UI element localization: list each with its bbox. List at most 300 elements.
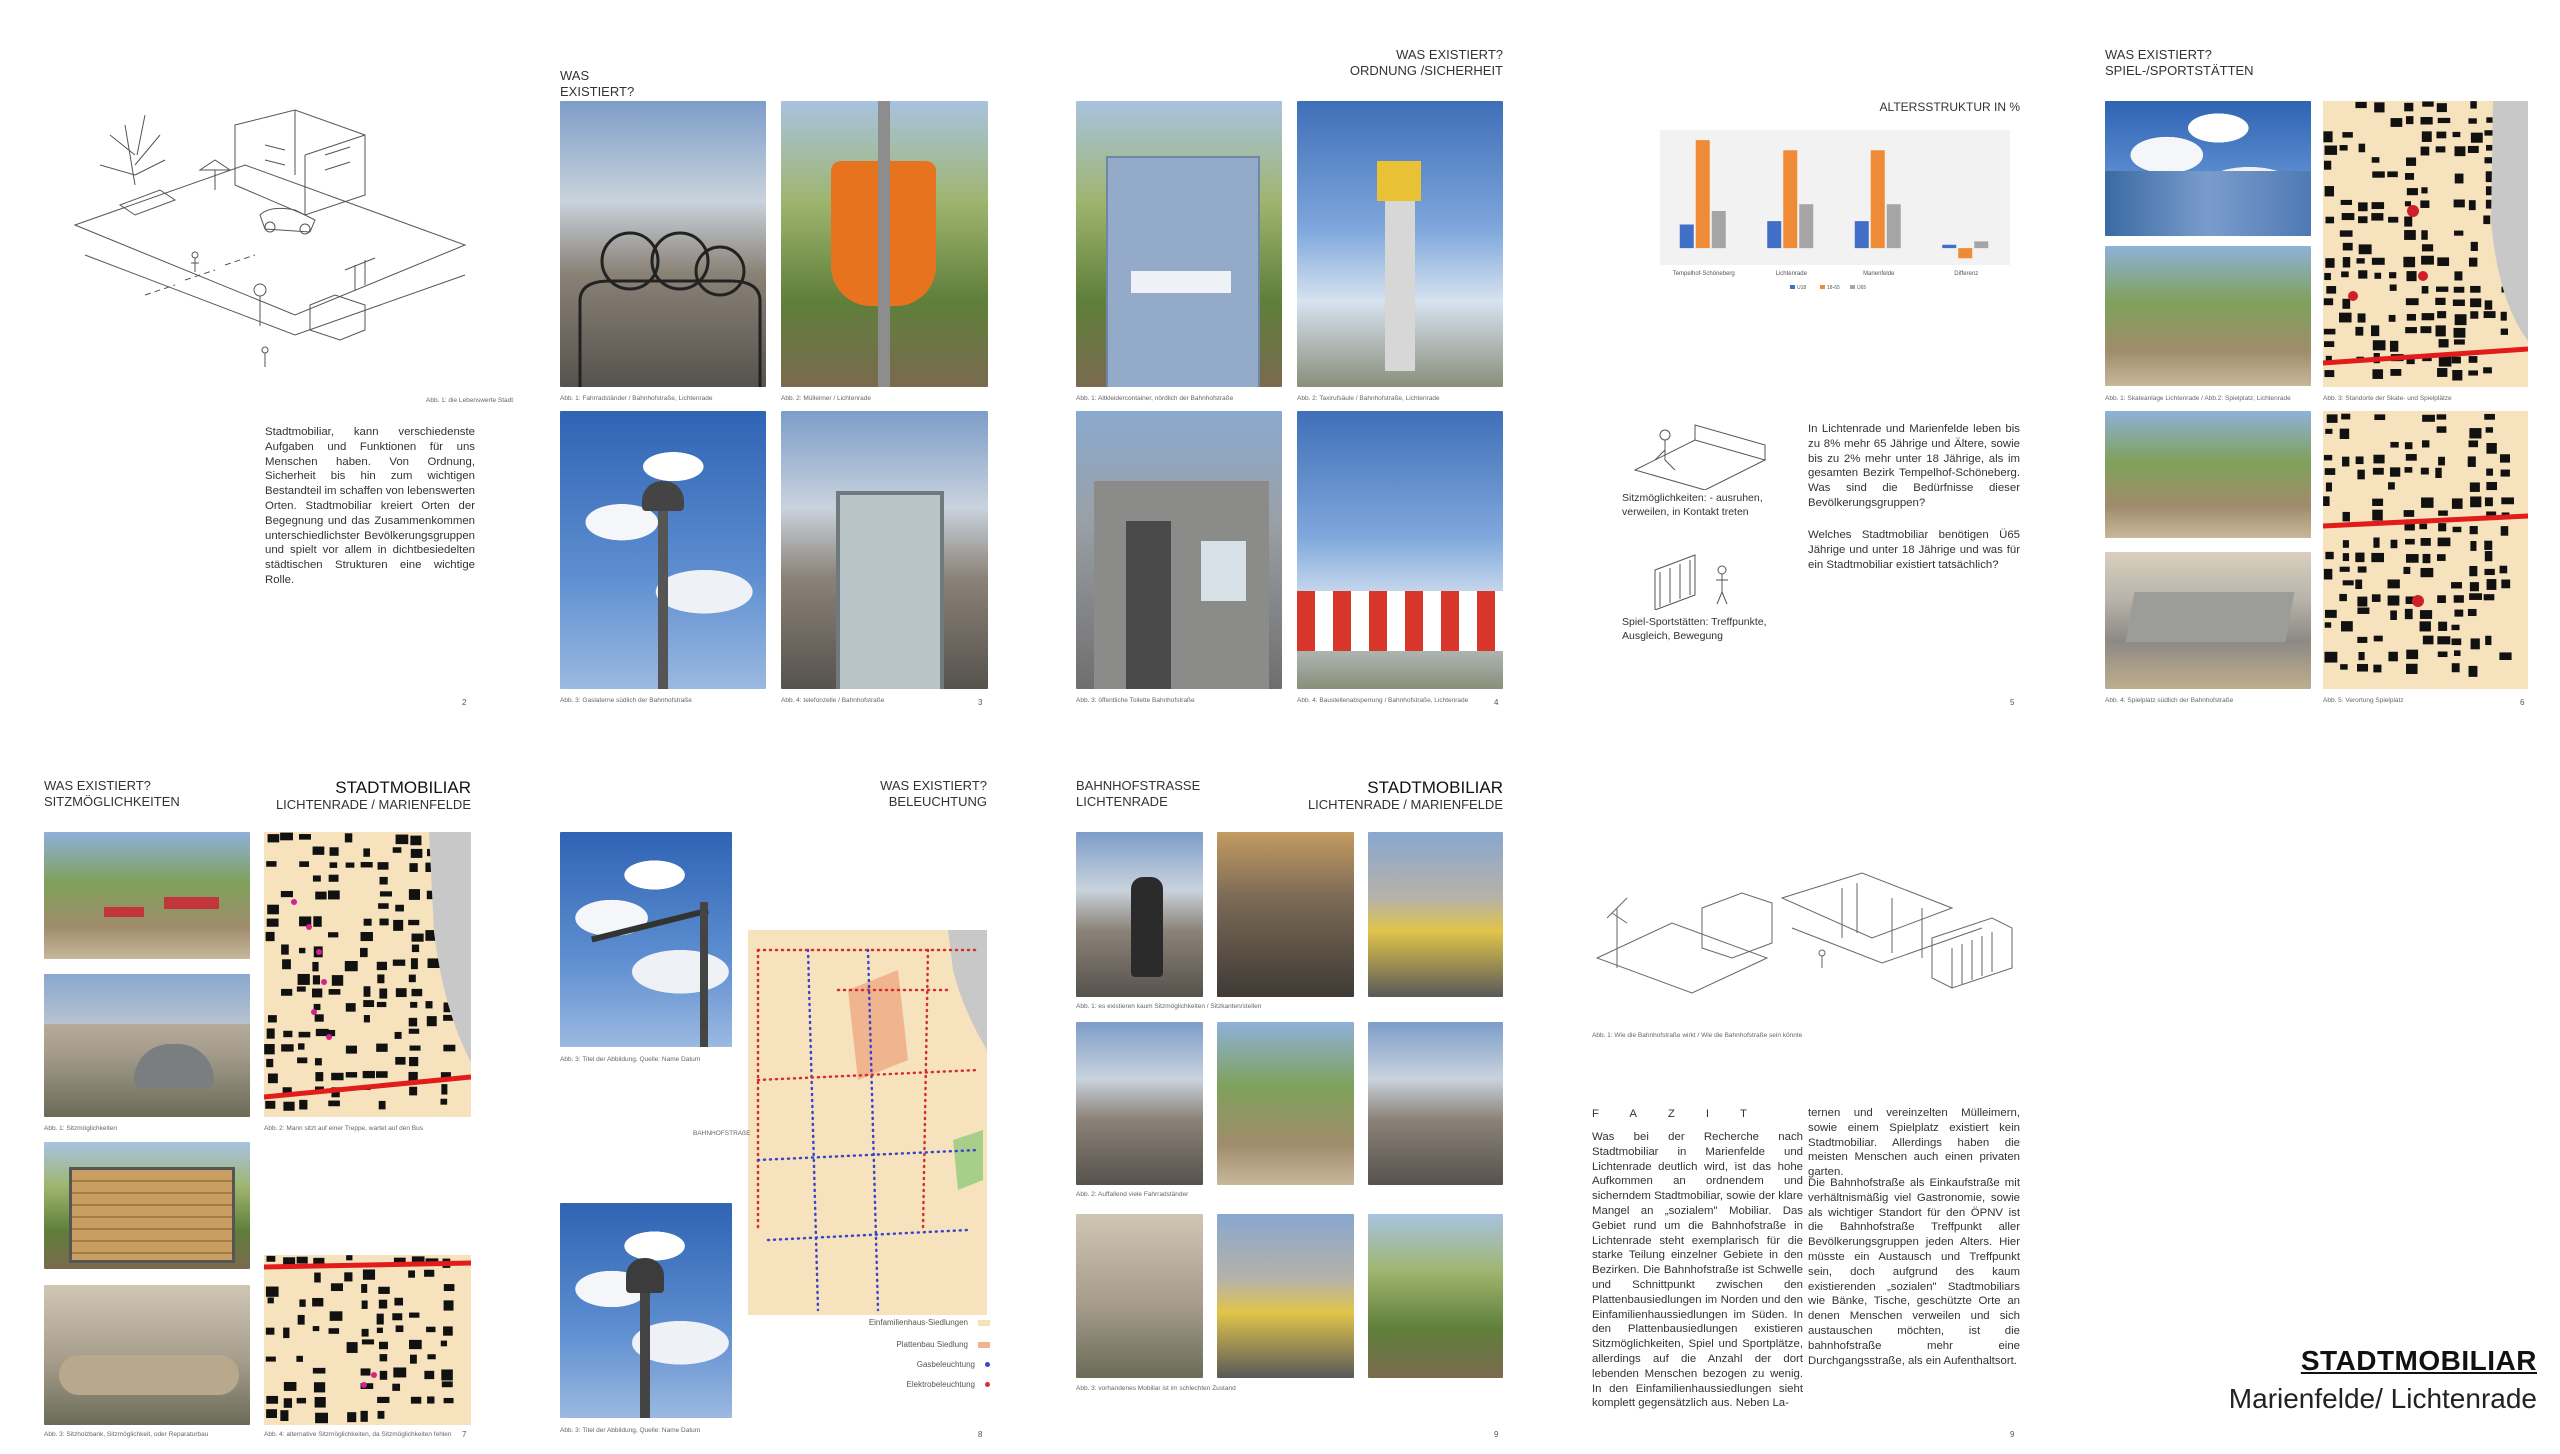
page-number: 7 xyxy=(462,1430,467,1439)
building-footprint xyxy=(2420,326,2431,333)
building-footprint xyxy=(2343,512,2350,522)
building-footprint xyxy=(395,1057,405,1065)
legend-item: Einfamilienhaus-Siedlungen xyxy=(830,1318,990,1327)
building-footprint xyxy=(2355,553,2364,563)
page-title xyxy=(1282,778,1503,813)
building-footprint xyxy=(409,975,416,983)
building-footprint xyxy=(2469,440,2478,447)
building-footprint xyxy=(2372,202,2385,209)
building-footprint xyxy=(2454,231,2463,236)
building-footprint xyxy=(314,1273,321,1283)
city-sketch-illustration xyxy=(65,105,475,395)
map-light-line xyxy=(758,1150,978,1160)
building-footprint xyxy=(280,1410,288,1421)
building-footprint xyxy=(281,891,293,897)
building-footprint xyxy=(268,1015,277,1022)
heading-line-1: BAHNHOFSTRASSE xyxy=(1076,778,1201,793)
building-footprint xyxy=(377,962,387,970)
bench-sketch-icon xyxy=(1625,420,1775,490)
map-grey-area xyxy=(429,832,471,1062)
subtitle: LICHTENRADE / MARIENFELDE xyxy=(1307,797,1503,812)
photo-skatepark xyxy=(2105,101,2311,236)
building-footprint xyxy=(424,1270,434,1277)
building-footprint xyxy=(396,835,409,845)
building-footprint xyxy=(2468,370,2478,375)
building-footprint xyxy=(2501,470,2510,477)
map-marker xyxy=(321,979,327,985)
map-marker xyxy=(306,924,312,930)
building-footprint xyxy=(299,1032,311,1038)
page-number: 6 xyxy=(2520,698,2525,707)
building-footprint xyxy=(315,1413,328,1423)
building-footprint xyxy=(283,1102,294,1111)
map-grey-area xyxy=(948,930,987,1050)
building-footprint xyxy=(364,919,372,926)
page-number: 9 xyxy=(1494,1430,1499,1439)
building-footprint xyxy=(2500,566,2508,574)
bar-U18-2 xyxy=(1855,221,1869,248)
building-footprint xyxy=(2451,638,2461,645)
building-footprint xyxy=(441,1084,447,1094)
building-footprint xyxy=(2343,580,2354,585)
building-footprint xyxy=(410,1355,417,1364)
building-footprint xyxy=(298,974,310,985)
x-tick-label: Tempelhof-Schöneberg xyxy=(1672,271,1735,277)
building-footprint xyxy=(379,1342,388,1349)
building-footprint xyxy=(2436,132,2446,139)
map-marker xyxy=(2418,271,2428,281)
building-footprint xyxy=(2325,610,2337,618)
map-light-line xyxy=(768,1230,968,1240)
building-footprint xyxy=(2436,325,2446,336)
building-footprint xyxy=(268,1297,274,1303)
building-footprint xyxy=(2455,314,2467,325)
building-footprint xyxy=(283,1328,289,1338)
photo-taxi-call-pillar xyxy=(1297,101,1503,387)
building-footprint xyxy=(427,1016,437,1026)
building-footprint xyxy=(2324,455,2332,460)
map-marker xyxy=(326,1034,332,1040)
building-footprint xyxy=(2484,414,2495,420)
building-footprint xyxy=(442,1381,453,1387)
building-footprint xyxy=(2405,173,2414,180)
building-footprint xyxy=(2340,429,2349,439)
building-footprint xyxy=(2422,440,2429,447)
map-lighting xyxy=(748,930,987,1315)
building-footprint xyxy=(2485,551,2493,561)
building-footprint xyxy=(2406,454,2417,461)
building-footprint xyxy=(331,1073,343,1080)
map-skate-playground-locations xyxy=(2323,101,2528,387)
building-footprint xyxy=(346,1046,357,1054)
photo-red-benches xyxy=(44,832,250,959)
photo-playground xyxy=(2105,246,2311,386)
building-footprint xyxy=(312,962,318,971)
building-footprint xyxy=(2406,664,2418,674)
building-footprint xyxy=(441,1369,453,1380)
building-footprint xyxy=(2454,200,2465,208)
photo-fountain-sculpture xyxy=(44,974,250,1117)
building-footprint xyxy=(2406,271,2416,281)
map-light-line xyxy=(808,950,818,1310)
legend-item: Gasbeleuchtung xyxy=(830,1360,990,1369)
caption-2: Abb. 2: Auffallend viele Fahrradständer xyxy=(1076,1191,1189,1198)
legend-label: Ü65 xyxy=(1857,285,1867,291)
building-footprint xyxy=(2470,101,2476,108)
building-footprint xyxy=(313,916,321,927)
building-footprint xyxy=(2343,257,2350,267)
building-footprint xyxy=(440,1099,447,1105)
building-footprint xyxy=(424,1371,434,1379)
building-footprint xyxy=(393,1367,406,1377)
building-footprint xyxy=(2371,553,2384,562)
building-footprint xyxy=(299,948,305,953)
building-footprint xyxy=(2374,102,2384,112)
building-footprint xyxy=(298,1315,305,1325)
building-footprint xyxy=(2406,298,2419,305)
building-footprint xyxy=(2451,582,2462,588)
building-footprint xyxy=(2406,157,2416,165)
page-number: 8 xyxy=(978,1430,983,1439)
building-footprint xyxy=(2486,443,2496,454)
building-footprint xyxy=(2357,637,2367,643)
building-footprint xyxy=(2469,666,2478,677)
caption-2: Abb. 3: Titel der Abbildung, Quelle: Name Datum xyxy=(560,1427,701,1434)
building-footprint xyxy=(2486,117,2492,122)
building-footprint xyxy=(313,875,321,881)
fazit-body-col2b: Die Bahnhofstraße als Einkaufstraße mit verhältnismäßig viel Gastronomie, sowie als wichtiger Standort für den ÖPNV ist die Bahnhofstraße Treffpunkt aller Bevölkerungsgruppen jeden Alters. Hier müsste ein Austausch und Treffpunkt sein, doch aufgrund des kaum existierenden „sozialen" Stadtmobiliars wie Bänke, Tische, geschützte Orte an denen Menschen verweilen und sich austauschen möchten, ist die bahnhofstraße mehr eine Durchgangsstraße, als ein Aufenthaltsort. xyxy=(1808,1177,2020,1367)
building-footprint xyxy=(380,891,392,896)
building-footprint xyxy=(299,1299,305,1306)
building-footprint xyxy=(2501,579,2510,588)
caption-3: Abb. 3: öffentliche Toilette Bahnhofstraße xyxy=(1076,697,1195,704)
caption-1: Abb. 1: Sitzmöglichkeiten xyxy=(44,1125,117,1132)
map-marker xyxy=(2407,205,2419,217)
building-footprint xyxy=(298,1043,305,1049)
building-footprint xyxy=(2324,569,2332,580)
building-footprint xyxy=(444,1398,454,1403)
building-footprint xyxy=(266,1409,277,1418)
building-footprint xyxy=(2405,327,2417,333)
building-footprint xyxy=(2403,257,2415,267)
building-footprint xyxy=(2421,497,2433,507)
building-footprint xyxy=(299,834,311,840)
building-footprint xyxy=(363,1071,375,1078)
building-footprint xyxy=(361,1284,367,1293)
building-footprint xyxy=(332,975,343,986)
building-footprint xyxy=(361,1368,371,1375)
building-footprint xyxy=(2420,621,2431,631)
building-footprint xyxy=(2388,579,2400,588)
building-footprint xyxy=(409,1087,417,1096)
building-footprint xyxy=(2387,171,2398,177)
page-number: 9 xyxy=(2010,1430,2015,1439)
building-footprint xyxy=(2483,367,2492,373)
building-footprint xyxy=(444,1300,454,1310)
building-footprint xyxy=(2485,497,2493,506)
building-footprint xyxy=(363,1000,374,1007)
building-footprint xyxy=(2372,510,2383,521)
legend-label: U18 xyxy=(1797,285,1807,291)
building-footprint xyxy=(329,989,341,995)
building-footprint xyxy=(364,986,371,997)
building-footprint xyxy=(2390,341,2398,352)
photo-gas-lantern xyxy=(560,411,766,689)
building-footprint xyxy=(2484,311,2496,318)
building-footprint xyxy=(444,1284,455,1291)
building-footprint xyxy=(2372,369,2383,379)
bar-Ü65-1 xyxy=(1799,204,1813,248)
building-footprint xyxy=(2420,568,2433,577)
photo-planter-3 xyxy=(1368,1214,1503,1378)
building-footprint xyxy=(411,989,422,996)
building-footprint xyxy=(2342,299,2350,309)
building-footprint xyxy=(2484,541,2492,550)
building-footprint xyxy=(265,1101,275,1109)
building-footprint xyxy=(363,848,370,856)
photo-wooden-bench xyxy=(44,1142,250,1269)
building-footprint xyxy=(315,892,326,900)
building-footprint xyxy=(396,988,407,997)
body-text-1: In Lichtenrade und Marienfelde leben bis zu 8% mehr 65 Jährige und Ältere, sowie bis zu 2% mehr unter 18 Jährige, als im gesamten Bezirk Tempelhof-Schöneberg. Was sind die Bedürfnisse dieser Bevölkerungsgruppen? xyxy=(1808,423,2020,509)
building-footprint xyxy=(2324,273,2331,280)
building-footprint xyxy=(2373,665,2381,673)
photo-bus-stop xyxy=(1368,832,1503,997)
building-footprint xyxy=(2325,217,2334,224)
heading-line-1: WAS EXISTIERT? xyxy=(2105,47,2212,62)
building-footprint xyxy=(360,948,368,957)
building-footprint xyxy=(2404,103,2413,112)
building-footprint xyxy=(2452,357,2461,364)
caption-1: Abb. 1: es existieren kaum Sitzmöglichkeiten / Sitzkanten/stellen xyxy=(1076,1003,1262,1010)
building-footprint xyxy=(392,1313,402,1320)
heading-line-2: ORDNUNG /SICHERHEIT xyxy=(1349,63,1503,78)
building-footprint xyxy=(2357,597,2367,607)
building-footprint xyxy=(2437,636,2450,644)
building-footprint xyxy=(2405,442,2413,449)
building-footprint xyxy=(2422,101,2433,106)
building-footprint xyxy=(2404,510,2415,517)
building-footprint xyxy=(2390,284,2397,290)
building-footprint xyxy=(377,1397,389,1403)
building-footprint xyxy=(408,1270,415,1277)
building-footprint xyxy=(409,1029,419,1034)
building-footprint xyxy=(266,1256,275,1262)
building-footprint xyxy=(2357,607,2369,613)
building-footprint xyxy=(2454,610,2463,617)
figure-caption: Abb. 1: die Lebenswerte Stadt xyxy=(426,397,514,404)
building-footprint xyxy=(2484,569,2494,575)
building-footprint xyxy=(2422,244,2433,251)
building-footprint xyxy=(2501,329,2508,335)
building-footprint xyxy=(2388,652,2397,662)
building-footprint xyxy=(2389,272,2396,278)
building-footprint xyxy=(2452,498,2463,508)
building-footprint xyxy=(267,905,279,915)
building-footprint xyxy=(2373,468,2384,475)
map-grey-area xyxy=(2491,101,2528,341)
building-footprint xyxy=(267,919,279,927)
side-text-seating: Sitzmöglichkeiten: - ausruhen, verweilen, in Kontakt treten xyxy=(1622,492,1763,518)
building-footprint xyxy=(443,1045,455,1052)
building-footprint xyxy=(2421,187,2427,193)
section-heading xyxy=(1076,778,1200,810)
building-footprint xyxy=(266,1357,276,1362)
building-footprint xyxy=(2486,427,2493,432)
building-footprint xyxy=(2500,454,2510,462)
building-footprint xyxy=(393,847,402,853)
building-footprint xyxy=(2438,523,2446,531)
building-footprint xyxy=(2454,146,2465,156)
building-footprint xyxy=(2341,200,2352,205)
building-footprint xyxy=(315,1072,323,1081)
fazit-heading: FAZIT xyxy=(1592,1108,1779,1120)
heading-line-1: WAS EXISTIERT? xyxy=(44,778,151,793)
building-footprint xyxy=(395,905,404,912)
building-footprint xyxy=(410,1046,421,1051)
map-alternative-seating xyxy=(264,1255,471,1425)
building-footprint xyxy=(2324,329,2336,335)
heading-line-1: WAS EXISTIERT? xyxy=(880,778,987,793)
building-footprint xyxy=(2326,482,2332,491)
title: STADTMOBILIAR xyxy=(1367,778,1503,797)
heading-line-2: SITZMÖGLICHKEITEN xyxy=(44,794,180,809)
building-footprint xyxy=(408,920,419,925)
building-footprint xyxy=(2325,258,2334,268)
building-footprint xyxy=(2452,663,2460,672)
building-footprint xyxy=(2470,482,2480,491)
building-footprint xyxy=(380,877,388,885)
building-footprint xyxy=(315,1397,326,1408)
building-footprint xyxy=(2483,215,2490,224)
building-footprint xyxy=(2343,540,2349,548)
caption-3: Abb. 3: Sitzholzbank, Sitzmöglichkeit, oder Reparaturbau xyxy=(44,1431,209,1438)
building-footprint xyxy=(409,863,417,872)
x-tick-label: Lichtenrade xyxy=(1775,271,1807,277)
building-footprint xyxy=(2358,566,2367,572)
building-footprint xyxy=(2405,467,2413,473)
building-footprint xyxy=(2437,311,2446,318)
building-footprint xyxy=(297,986,306,991)
building-footprint xyxy=(314,1382,325,1392)
building-footprint xyxy=(346,1072,357,1077)
bar-Ü65-0 xyxy=(1712,211,1726,248)
building-footprint xyxy=(2339,594,2347,601)
page-number: 4 xyxy=(1494,698,1499,707)
building-footprint xyxy=(2391,540,2398,548)
building-footprint xyxy=(2342,213,2355,220)
building-footprint xyxy=(2324,298,2333,305)
building-footprint xyxy=(2372,171,2385,177)
building-footprint xyxy=(2404,524,2414,531)
map-marker xyxy=(361,1382,367,1388)
building-footprint xyxy=(331,1283,343,1291)
building-footprint xyxy=(425,1001,432,1008)
building-footprint xyxy=(2359,144,2366,153)
building-footprint xyxy=(2438,510,2448,515)
building-footprint xyxy=(2471,242,2478,251)
building-footprint xyxy=(2356,258,2364,263)
building-footprint xyxy=(346,1255,352,1260)
building-footprint xyxy=(2451,625,2459,630)
photo-bike-racks-1 xyxy=(1076,1022,1203,1185)
building-footprint xyxy=(378,903,389,909)
building-footprint xyxy=(299,861,309,867)
photo-playground-south xyxy=(2105,411,2311,538)
building-footprint xyxy=(393,920,403,931)
building-footprint xyxy=(2437,103,2447,112)
page-number: 3 xyxy=(978,698,983,707)
building-footprint xyxy=(2371,325,2379,336)
building-footprint xyxy=(2358,202,2368,211)
building-footprint xyxy=(2471,638,2480,649)
building-footprint xyxy=(2453,300,2465,306)
caption-4: Abb. 4: telefonzelle / Bahnhofstraße xyxy=(781,697,885,704)
building-footprint xyxy=(2468,456,2476,467)
building-footprint xyxy=(2325,429,2332,434)
photo-construction-barrier xyxy=(1297,411,1503,689)
building-footprint xyxy=(2437,368,2447,377)
building-footprint xyxy=(2469,593,2482,600)
building-footprint xyxy=(2437,426,2447,432)
building-footprint xyxy=(2438,622,2447,631)
building-footprint xyxy=(345,961,358,971)
caption-3: Abb. 3: vorhandenes Mobiliar ist im schlechten Zustand xyxy=(1076,1385,1236,1392)
fazit-body-col1: Was bei der Recherche nach Stadtmobiliar in Marienfelde und Lichtenrade deutlich wird, ist das hohe Aufkommen an ordnendem und sicherndem Stadtmobiliar, sowie der klare Mangel an „sozialem" Mobiliar. Das Gebiet rund um die Bahnhofstraße in Lichtenrade steht exemplarisch für die starke Teilung einzelner Gebiete in den Bezirken. Die Bahnhofstraße ist Schwelle und Schnittpunkt zwischen den Plattenbausiedlungen im Norden und den Einfamilienhaussiedlungen im Süden. In den Plattenbausiedlungen existieren Sitzmöglichkeiten, Spiel und Sportplätze, allerdings auf die Anzahl der dort lebenden Menschen bezogen zu wenig. In den Einfamilienhaussiedlungen sieht komplett gegensätzlich aus. Neben La- xyxy=(1592,1131,1803,1410)
building-footprint xyxy=(268,1074,278,1084)
building-footprint xyxy=(2422,131,2432,142)
building-footprint xyxy=(2438,457,2445,466)
building-footprint xyxy=(2406,554,2419,563)
building-footprint xyxy=(264,1044,275,1054)
building-footprint xyxy=(376,1071,388,1078)
building-footprint xyxy=(284,1398,292,1408)
building-footprint xyxy=(2358,313,2366,322)
building-footprint xyxy=(2436,146,2446,152)
building-footprint xyxy=(344,1272,352,1281)
cover-subtitle: Marienfelde/ Lichtenrade xyxy=(2228,1383,2537,1414)
building-footprint xyxy=(2358,270,2367,278)
building-footprint xyxy=(2341,271,2349,277)
caption-2: Abb. 3: Standorte der Skate- und Spielplätze xyxy=(2323,395,2452,402)
building-footprint xyxy=(283,1031,292,1037)
building-footprint xyxy=(2325,186,2334,196)
bar-18-65-2 xyxy=(1871,150,1885,248)
caption-2: Abb. 2: Mülleimer / Lichtenrade xyxy=(781,395,871,402)
photo-clothing-container xyxy=(1076,101,1282,387)
building-footprint xyxy=(2485,300,2493,309)
building-footprint xyxy=(2325,622,2331,627)
building-footprint xyxy=(411,1397,421,1404)
building-footprint xyxy=(2421,117,2433,124)
building-footprint xyxy=(2372,594,2381,602)
building-footprint xyxy=(2340,145,2348,151)
building-footprint xyxy=(409,1057,418,1066)
building-footprint xyxy=(2357,664,2368,672)
legend-label: 18-65 xyxy=(1827,285,1840,291)
building-footprint xyxy=(2343,553,2349,561)
building-footprint xyxy=(377,974,384,983)
building-footprint xyxy=(266,1328,275,1335)
building-footprint xyxy=(2372,157,2380,163)
building-footprint xyxy=(2340,230,2353,236)
building-footprint xyxy=(2470,496,2481,507)
legend-swatch xyxy=(1850,285,1855,289)
building-footprint xyxy=(313,847,325,855)
map-road-line xyxy=(264,1077,471,1097)
building-footprint xyxy=(2404,230,2416,240)
building-footprint xyxy=(394,1298,403,1306)
